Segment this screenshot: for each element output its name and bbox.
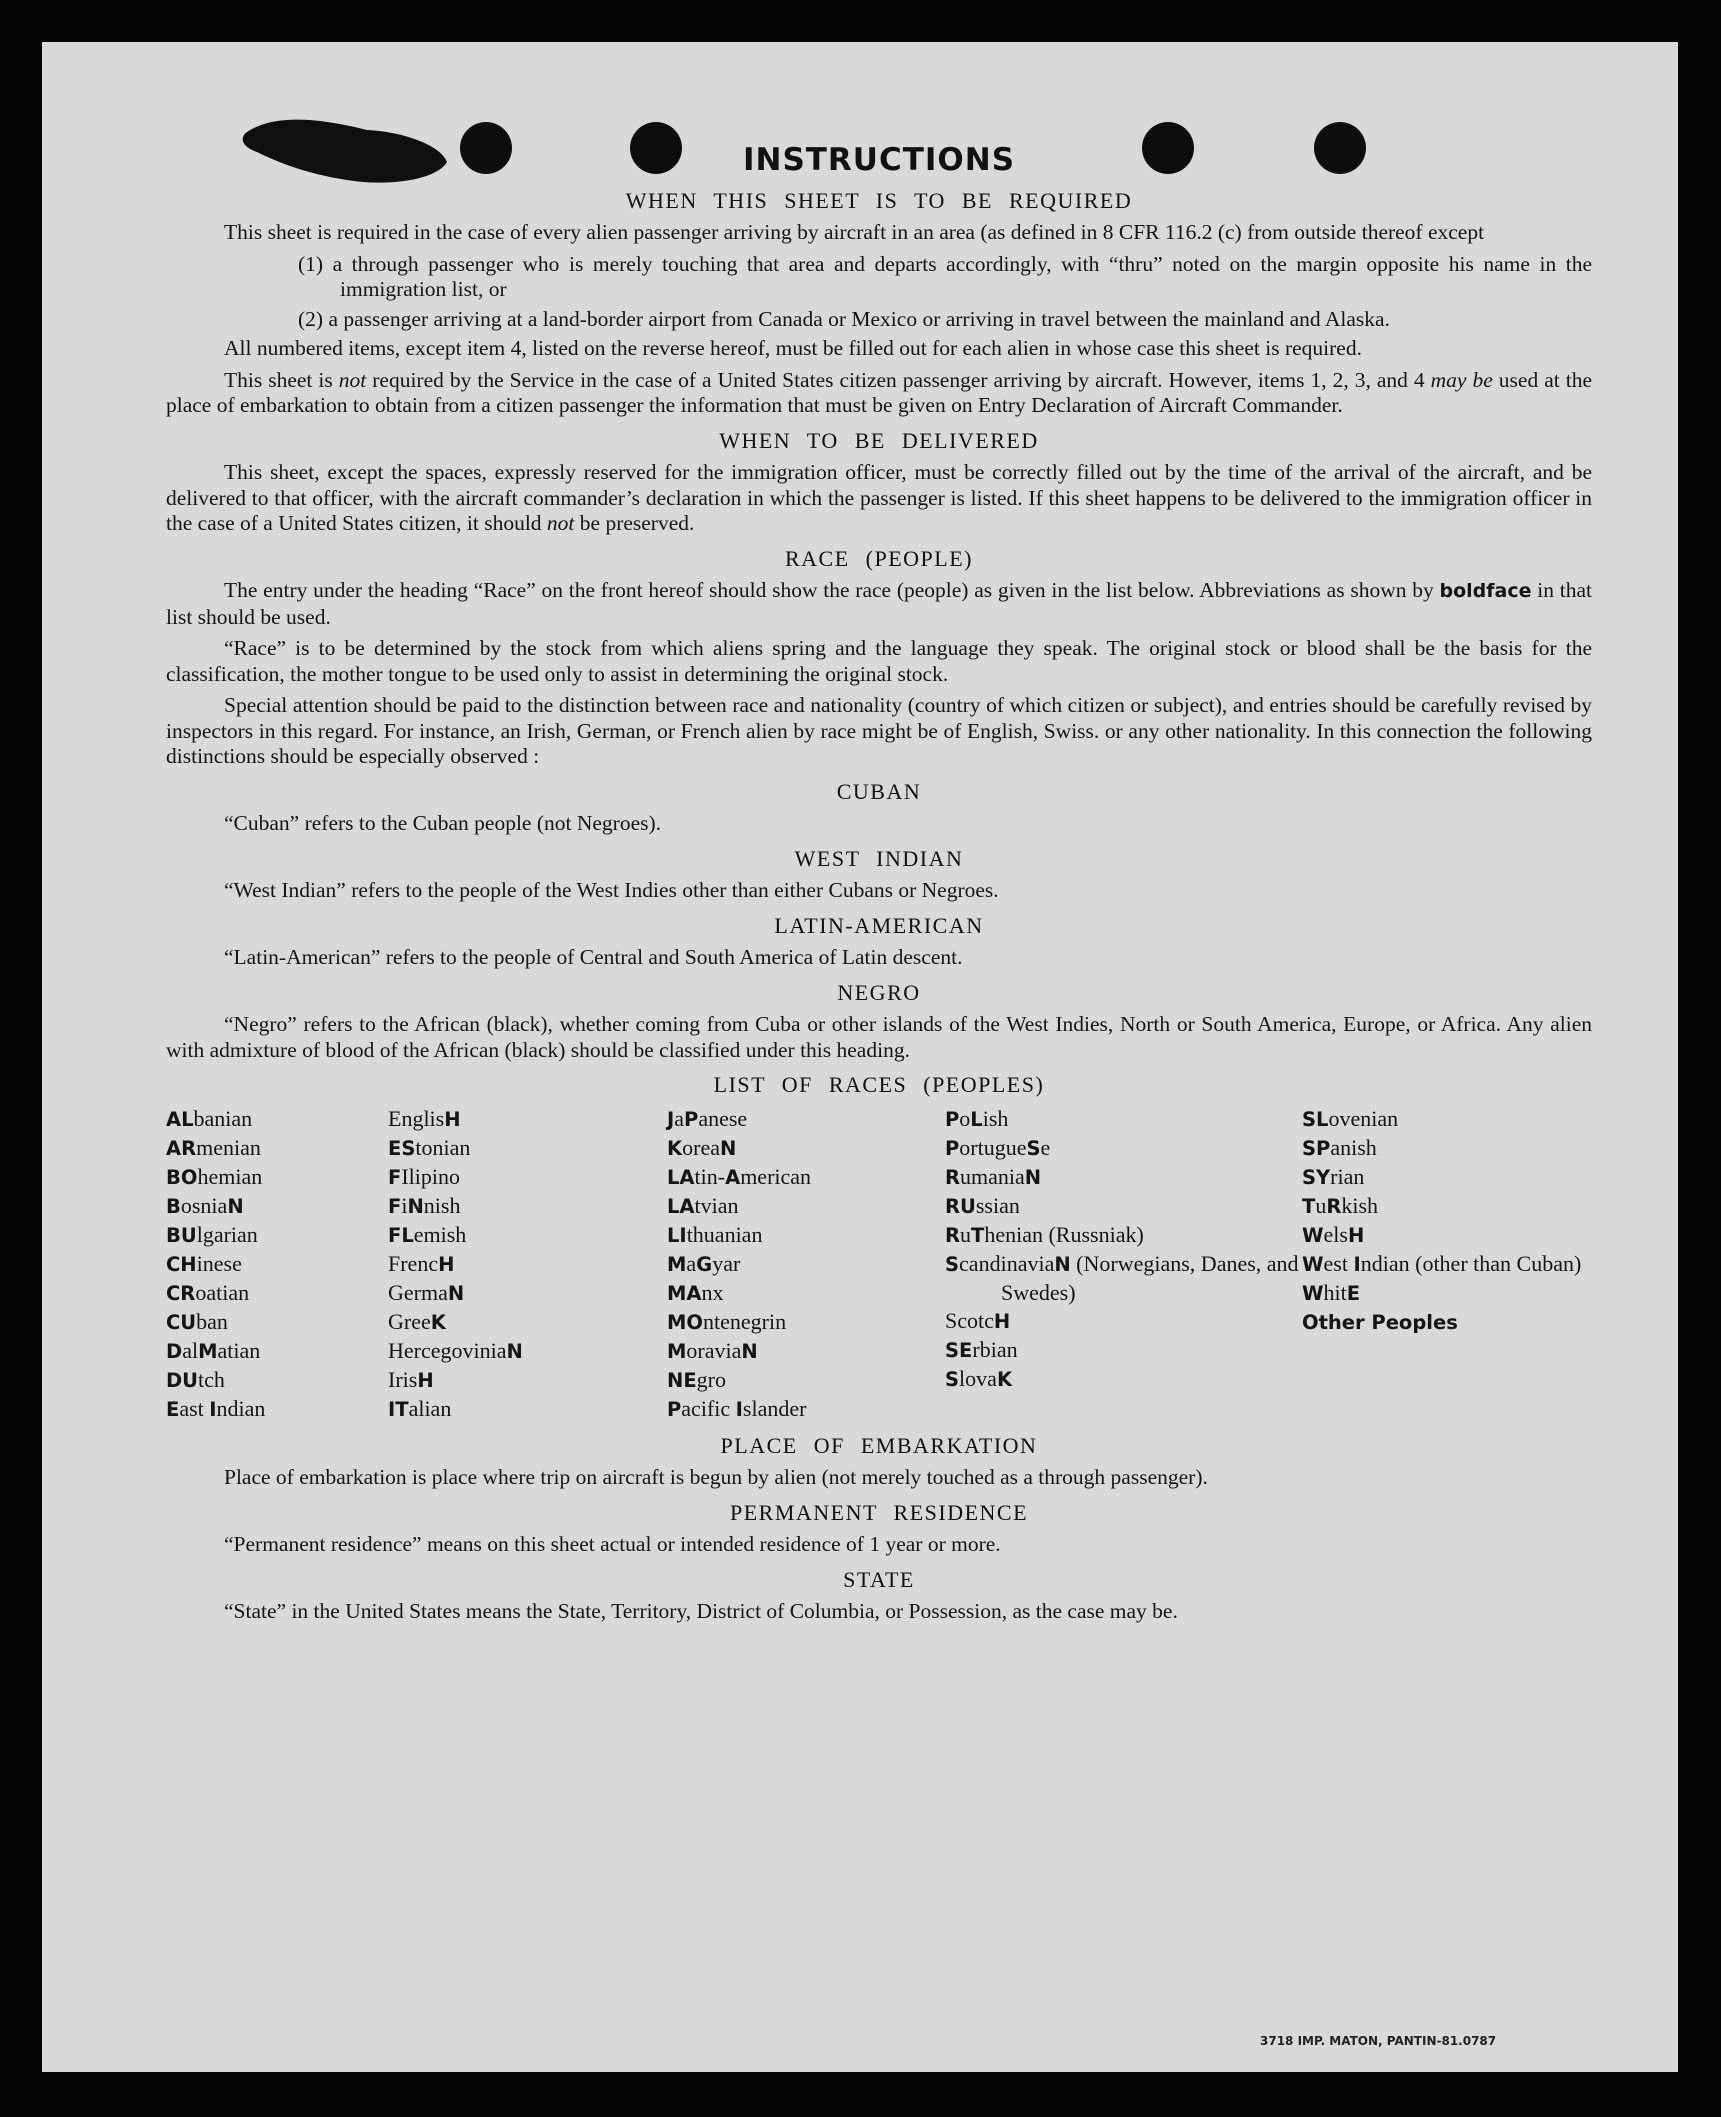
race-entry: IrisH bbox=[388, 1366, 434, 1392]
paragraph: “Latin-American” refers to the people of Central and South America of Latin descent. bbox=[224, 945, 963, 969]
instructions-body bbox=[166, 142, 1593, 1631]
race-entry: DalMatian bbox=[166, 1337, 261, 1363]
race-entry: EnglisH bbox=[388, 1105, 461, 1131]
race-entry: GermaN bbox=[388, 1279, 465, 1305]
race-entry: ScandinaviaN (Norwegians, Danes, and Swedes) bbox=[945, 1250, 1299, 1305]
print-imprint: 3718 IMP. MATON, PANTIN-81.0787 bbox=[1260, 2034, 1497, 2048]
race-entry: CRoatian bbox=[166, 1279, 250, 1305]
section-heading-state: STATE bbox=[843, 1566, 915, 1592]
race-entry: ScotcH bbox=[945, 1307, 1011, 1333]
race-entry: WhitE bbox=[1302, 1279, 1361, 1305]
race-entry: JaPanese bbox=[667, 1105, 748, 1131]
races-column bbox=[1302, 1105, 1592, 1424]
race-entry: RUssian bbox=[945, 1192, 1020, 1218]
race-entry: East Indian bbox=[166, 1395, 266, 1421]
section-heading-required: WHEN THIS SHEET IS TO BE REQUIRED bbox=[625, 187, 1133, 213]
race-entry: DUtch bbox=[166, 1366, 225, 1392]
race-entry: HercegoviniaN bbox=[388, 1337, 523, 1363]
race-entry: CUban bbox=[166, 1308, 228, 1334]
race-entry: NEgro bbox=[667, 1366, 726, 1392]
paragraph: “Cuban” refers to the Cuban people (not Negroes). bbox=[224, 811, 662, 835]
document-sheet bbox=[42, 42, 1678, 2072]
paragraph: This sheet is required in the case of every alien passenger arriving by aircraft in an area (as defined in 8 CFR 116.2 (c) from outside thereof except bbox=[224, 220, 1485, 244]
race-entry: WelsH bbox=[1302, 1221, 1365, 1247]
race-entry: SlovaK bbox=[945, 1365, 1013, 1391]
paragraph: “West Indian” refers to the people of the West Indies other than either Cubans or Negroes. bbox=[224, 878, 999, 902]
race-entry: FLemish bbox=[388, 1221, 467, 1247]
race-entry: West Indian (other than Cuban) bbox=[1302, 1250, 1582, 1276]
race-entry: BOhemian bbox=[166, 1163, 263, 1189]
section-heading-west-indian: WEST INDIAN bbox=[794, 845, 964, 871]
race-entry: ALbanian bbox=[166, 1105, 253, 1131]
races-list bbox=[166, 1105, 1592, 1424]
section-heading-latin-american: LATIN-AMERICAN bbox=[774, 912, 984, 938]
paragraph: All numbered items, except item 4, listed on the reverse hereof, must be filled out for each alien in whose case this sheet is required. bbox=[224, 336, 1362, 360]
race-entry: EStonian bbox=[388, 1134, 471, 1160]
list-item: (1) a through passenger who is merely touching that area and departs accordingly, with “thru” noted on the margin opposite his name in the immigration list, or bbox=[298, 251, 1592, 301]
paragraph: “Negro” refers to the African (black), whether coming from Cuba or other islands of the West Indies, North or South America, Europe, or Africa. Any alien with admixture of blood of the African (black) should be classified under this heading. bbox=[166, 1012, 1592, 1062]
section-heading-list-of-races: LIST OF RACES (PEOPLES) bbox=[713, 1072, 1045, 1097]
race-entry: ITalian bbox=[388, 1395, 452, 1421]
races-column bbox=[388, 1105, 667, 1424]
race-entry: FiNnish bbox=[388, 1192, 461, 1218]
section-heading-race: RACE (PEOPLE) bbox=[785, 545, 973, 571]
race-entry: LAtin-American bbox=[667, 1163, 812, 1189]
race-entry: Other Peoples bbox=[1302, 1310, 1458, 1334]
race-entry: BosniaN bbox=[166, 1192, 244, 1218]
race-entry: RumaniaN bbox=[945, 1163, 1042, 1189]
race-entry: SYrian bbox=[1302, 1163, 1365, 1189]
race-entry: FrencH bbox=[388, 1250, 455, 1276]
paragraph: This sheet is not required by the Service in the case of a United States citizen passenger arriving by aircraft. However, items 1, 2, 3, and 4 may be used at the place of embarkation to obtain from a citizen passenger the information that must be given on Entry Declaration of Aircraft Commander. bbox=[166, 367, 1592, 417]
race-entry: SErbian bbox=[945, 1336, 1018, 1362]
paragraph: “Race” is to be determined by the stock from which aliens spring and the language they speak. The original stock or blood shall be the basis for the classification, the mother tongue to be used only to assist in determining the original stock. bbox=[166, 636, 1592, 686]
race-entry: GreeK bbox=[388, 1308, 446, 1334]
race-entry: PoLish bbox=[945, 1105, 1009, 1131]
section-heading-negro: NEGRO bbox=[837, 979, 921, 1005]
race-entry: FIlipino bbox=[388, 1163, 460, 1189]
race-entry: LAtvian bbox=[667, 1192, 739, 1218]
race-entry: KoreaN bbox=[667, 1134, 737, 1160]
race-entry: LIthuanian bbox=[667, 1221, 763, 1247]
section-heading-residence: PERMANENT RESIDENCE bbox=[729, 1499, 1029, 1525]
race-entry: RuThenian (Russniak) bbox=[945, 1221, 1144, 1247]
paragraph: “State” in the United States means the State, Territory, District of Columbia, or Possession, as the case may be. bbox=[224, 1599, 1178, 1623]
section-heading-delivered: WHEN TO BE DELIVERED bbox=[719, 427, 1039, 453]
race-entry: SLovenian bbox=[1302, 1105, 1399, 1131]
race-entry: PortugueSe bbox=[945, 1134, 1051, 1160]
list-item: (2) a passenger arriving at a land-border airport from Canada or Mexico or arriving in travel between the mainland and Alaska. bbox=[298, 306, 1390, 331]
race-entry: SPanish bbox=[1302, 1134, 1377, 1160]
paragraph: Place of embarkation is place where trip on aircraft is begun by alien (not merely touched as a through passenger). bbox=[224, 1465, 1208, 1489]
races-column bbox=[667, 1105, 945, 1424]
race-entry: Pacific Islander bbox=[667, 1395, 807, 1421]
race-entry: MaGyar bbox=[667, 1250, 741, 1276]
paragraph: Special attention should be paid to the distinction between race and nationality (country of which citizen or subject), and entries should be carefully revised by inspectors in this regard. For instance, an Irish, German, or French alien by race might be of English, Swiss. or any other nationality. In this connection the following distinctions should be especially observed : bbox=[166, 693, 1592, 768]
paragraph: “Permanent residence” means on this sheet actual or intended residence of 1 year or more. bbox=[224, 1532, 1001, 1556]
section-heading-embarkation: PLACE OF EMBARKATION bbox=[720, 1432, 1038, 1458]
paragraph: This sheet, except the spaces, expressly reserved for the immigration officer, must be correctly filled out by the time of the arrival of the aircraft, and be delivered to that officer, with the aircraft commander’s declaration in which the passenger is listed. If this sheet happens to be delivered to the immigration officer in the case of a United States citizen, it should not be preserved. bbox=[166, 460, 1592, 535]
race-entry: BUlgarian bbox=[166, 1221, 258, 1247]
race-entry: MAnx bbox=[667, 1279, 724, 1305]
race-entry: MOntenegrin bbox=[667, 1308, 787, 1334]
race-entry: MoraviaN bbox=[667, 1337, 758, 1363]
race-entry: ARmenian bbox=[166, 1134, 261, 1160]
race-entry: TuRkish bbox=[1302, 1192, 1379, 1218]
races-column bbox=[166, 1105, 388, 1424]
page-title: INSTRUCTIONS bbox=[742, 142, 1016, 178]
paragraph: The entry under the heading “Race” on the front hereof should show the race (people) as given in the list below. Abbreviations as shown by boldface in that list should be used. bbox=[166, 578, 1593, 629]
section-heading-cuban: CUBAN bbox=[836, 778, 922, 804]
races-column bbox=[945, 1105, 1302, 1424]
race-entry: CHinese bbox=[166, 1250, 242, 1276]
